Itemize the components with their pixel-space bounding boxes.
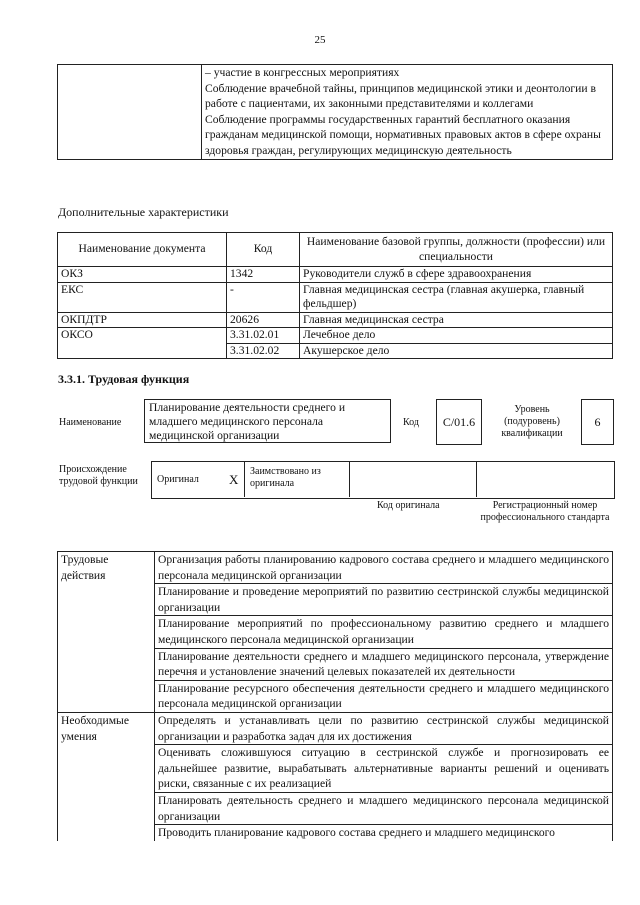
code-cell: 1342 (227, 267, 300, 283)
requirement-line: Соблюдение программы государственных гарантий бесплатного оказания гражданам медицинской помощи, нормативных правовых актов в сфере охраны здоровья граждан, регулирующих медицинскую деятельность (205, 112, 601, 157)
name-cell: Руководители служб в сфере здравоохранения (300, 267, 613, 283)
table-row (58, 312, 613, 328)
level-label: Уровень (подуровень) квалификации (501, 404, 563, 439)
code-original-label: Код оригинала (377, 500, 440, 511)
origin-divider (349, 461, 350, 497)
doc-cell: ОКСО (58, 328, 227, 359)
origin-divider (476, 461, 477, 497)
code-cell: - (227, 282, 300, 312)
doc-cell: ОКПДТР (58, 312, 227, 328)
skill-item: Планировать деятельность среднего и младшего медицинского персонала медицинской организации (155, 792, 613, 824)
actions-skills-table (57, 551, 613, 841)
function-name-box: Планирование деятельности среднего и младшего медицинского персонала медицинской организации (144, 399, 391, 443)
origin-box (151, 461, 615, 499)
requirement-line: – участие в конгрессных мероприятиях (205, 66, 400, 79)
action-item: Планирование мероприятий по профессиональному развитию среднего и младшего медицинского персонала медицинской организации (155, 616, 613, 648)
code-cell: 3.31.02.01 (227, 328, 300, 344)
action-item: Планирование ресурсного обеспечения деятельности среднего и младшего медицинского персонала медицинской организации (155, 680, 613, 712)
skill-item: Проводить планирование кадрового состава среднего и младшего медицинского (155, 825, 613, 841)
origin-label: Происхождение трудовой функции (59, 464, 138, 487)
actions-label: Трудовые действия (58, 552, 155, 713)
reg-number-label: Регистрационный номер профессионального стандарта (480, 500, 610, 523)
name-cell: Лечебное дело (300, 328, 613, 344)
function-code-box: C/01.6 (436, 399, 482, 445)
action-item: Организация работы планированию кадрового состава среднего и младшего медицинского персонала медицинской организации (155, 552, 613, 584)
name-cell: Акушерское дело (300, 343, 613, 359)
col-name-header: Наименование базовой группы, должности (профессии) или специальности (300, 233, 613, 267)
skill-item: Оценивать сложившуюся ситуацию в сестринской службе и прогнозировать ее дальнейшее развитие, вырабатывать альтернативные варианты решений и оценивать риски, связанные с их реализацией (155, 745, 613, 793)
origin-divider (244, 461, 245, 497)
original-label: Оригинал (157, 474, 199, 485)
table-row (58, 267, 613, 283)
code-cell: 3.31.02.02 (227, 343, 300, 359)
name-cell: Главная медицинская сестра (300, 312, 613, 328)
page-number: 25 (314, 34, 326, 46)
action-item: Планирование и проведение мероприятий по развитию сестринской службы медицинской организации (155, 584, 613, 616)
name-cell: Главная медицинская сестра (главная акушерка, главный фельдшер) (300, 282, 613, 312)
action-item: Планирование деятельности среднего и младшего медицинского персонала, утверждение перечня и установление значений целевых показателей их деятельности (155, 648, 613, 680)
borrowed-label: Заимствовано из оригинала (250, 466, 321, 489)
col-doc-header: Наименование документа (58, 233, 227, 267)
additional-table (57, 232, 613, 359)
level-box: 6 (581, 399, 614, 445)
additional-heading: Дополнительные характеристики (58, 205, 229, 219)
skill-item: Определять и устанавливать цели по развитию сестринской службы медицинской организации и разработка задач для их достижения (155, 712, 613, 744)
table-row (58, 328, 613, 344)
requirement-line: Соблюдение врачебной тайны, принципов медицинской этики и деонтологии в работе с пациентами, их законными представителями и коллегами (205, 81, 596, 111)
requirements-cell (202, 65, 613, 160)
code-label: Код (403, 417, 419, 428)
doc-cell: ОКЗ (58, 267, 227, 283)
section-heading: 3.3.1. Трудовая функция (58, 372, 190, 386)
code-cell: 20626 (227, 312, 300, 328)
doc-cell: ЕКС (58, 282, 227, 312)
col-code-header: Код (227, 233, 300, 267)
empty-label-cell (58, 65, 202, 160)
table-row (58, 282, 613, 312)
original-mark: X (229, 472, 239, 487)
name-label: Наименование (59, 417, 122, 428)
skills-label: Необходимые умения (58, 712, 155, 840)
continuation-table (57, 64, 613, 160)
